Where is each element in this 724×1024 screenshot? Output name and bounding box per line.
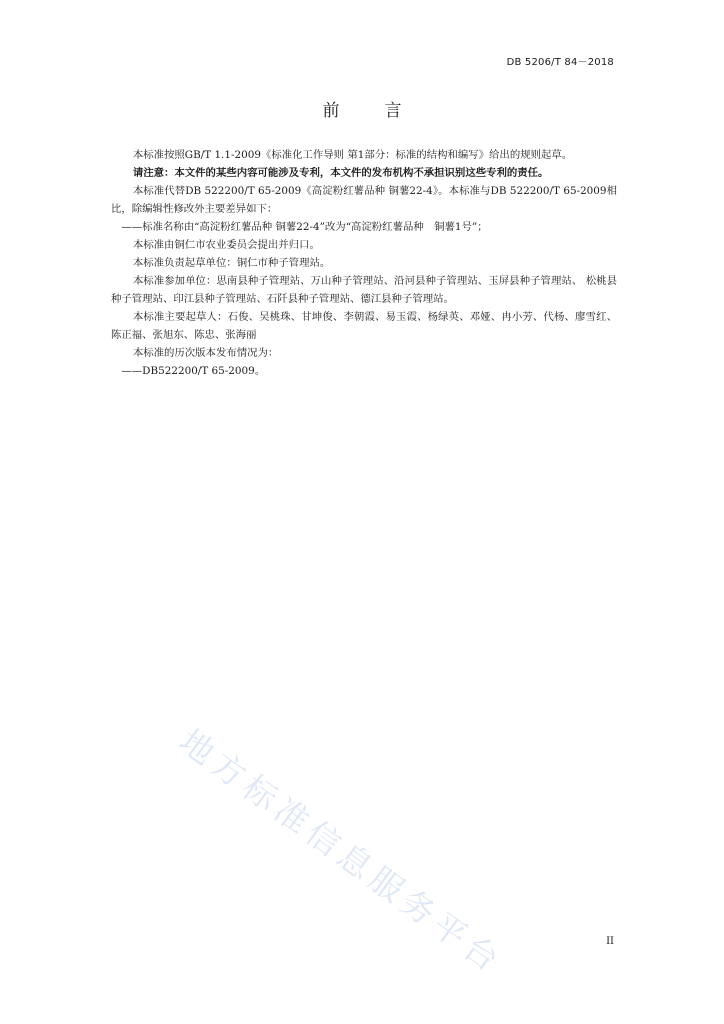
paragraph-change-item: ——标准名称由“高淀粉红薯品种 铜薯22-4”改为“高淀粉红薯品种 铜薯1号”；	[121, 221, 488, 233]
foreword-body	[111, 146, 617, 380]
paragraph-proposed-by: 本标准由铜仁市农业委员会提出并归口。	[132, 239, 320, 251]
watermark: 地方标准信息服务平台	[172, 721, 511, 983]
paragraph-previous-version: ——DB522200/T 65-2009。	[121, 365, 266, 377]
paragraph-replaces: 本标准代替DB 522200/T 65-2009《高淀粉红薯品种 铜薯22-4》。本标准与DB 522200/T 65-2009相比，除编辑性修改外主要差异如下：	[111, 185, 617, 215]
paragraph-version-history: 本标准的历次版本发布情况为：	[132, 347, 279, 359]
paragraph-drafters: 本标准主要起草人：石俊、吴桃珠、甘坤俊、李朝霞、易玉霞、杨绿英、邓娅、冉小芳、代杨、廖雪红、陈正福、张旭东、陈忠、张海丽	[111, 311, 617, 341]
paragraph-patent-notice: 请注意：本文件的某些内容可能涉及专利，本文件的发布机构不承担识别这些专利的责任。	[132, 167, 549, 179]
page-number: II	[606, 936, 614, 947]
standard-code: DB 5206/T 84－2018	[506, 57, 614, 68]
paragraph-drafting-rules: 本标准按照GB/T 1.1-2009《标准化工作导则 第1部分：标准的结构和编写》给出的规则起草。	[132, 149, 573, 161]
paragraph-participating-units: 本标准参加单位：思南县种子管理站、万山种子管理站、沿河县种子管理站、玉屏县种子管理站、 松桃县种子管理站、印江县种子管理站、石阡县种子管理站、德江县种子管理站。	[111, 275, 617, 305]
paragraph-drafting-unit: 本标准负责起草单位：铜仁市种子管理站。	[132, 257, 331, 269]
page-title: 前 言	[322, 101, 416, 121]
